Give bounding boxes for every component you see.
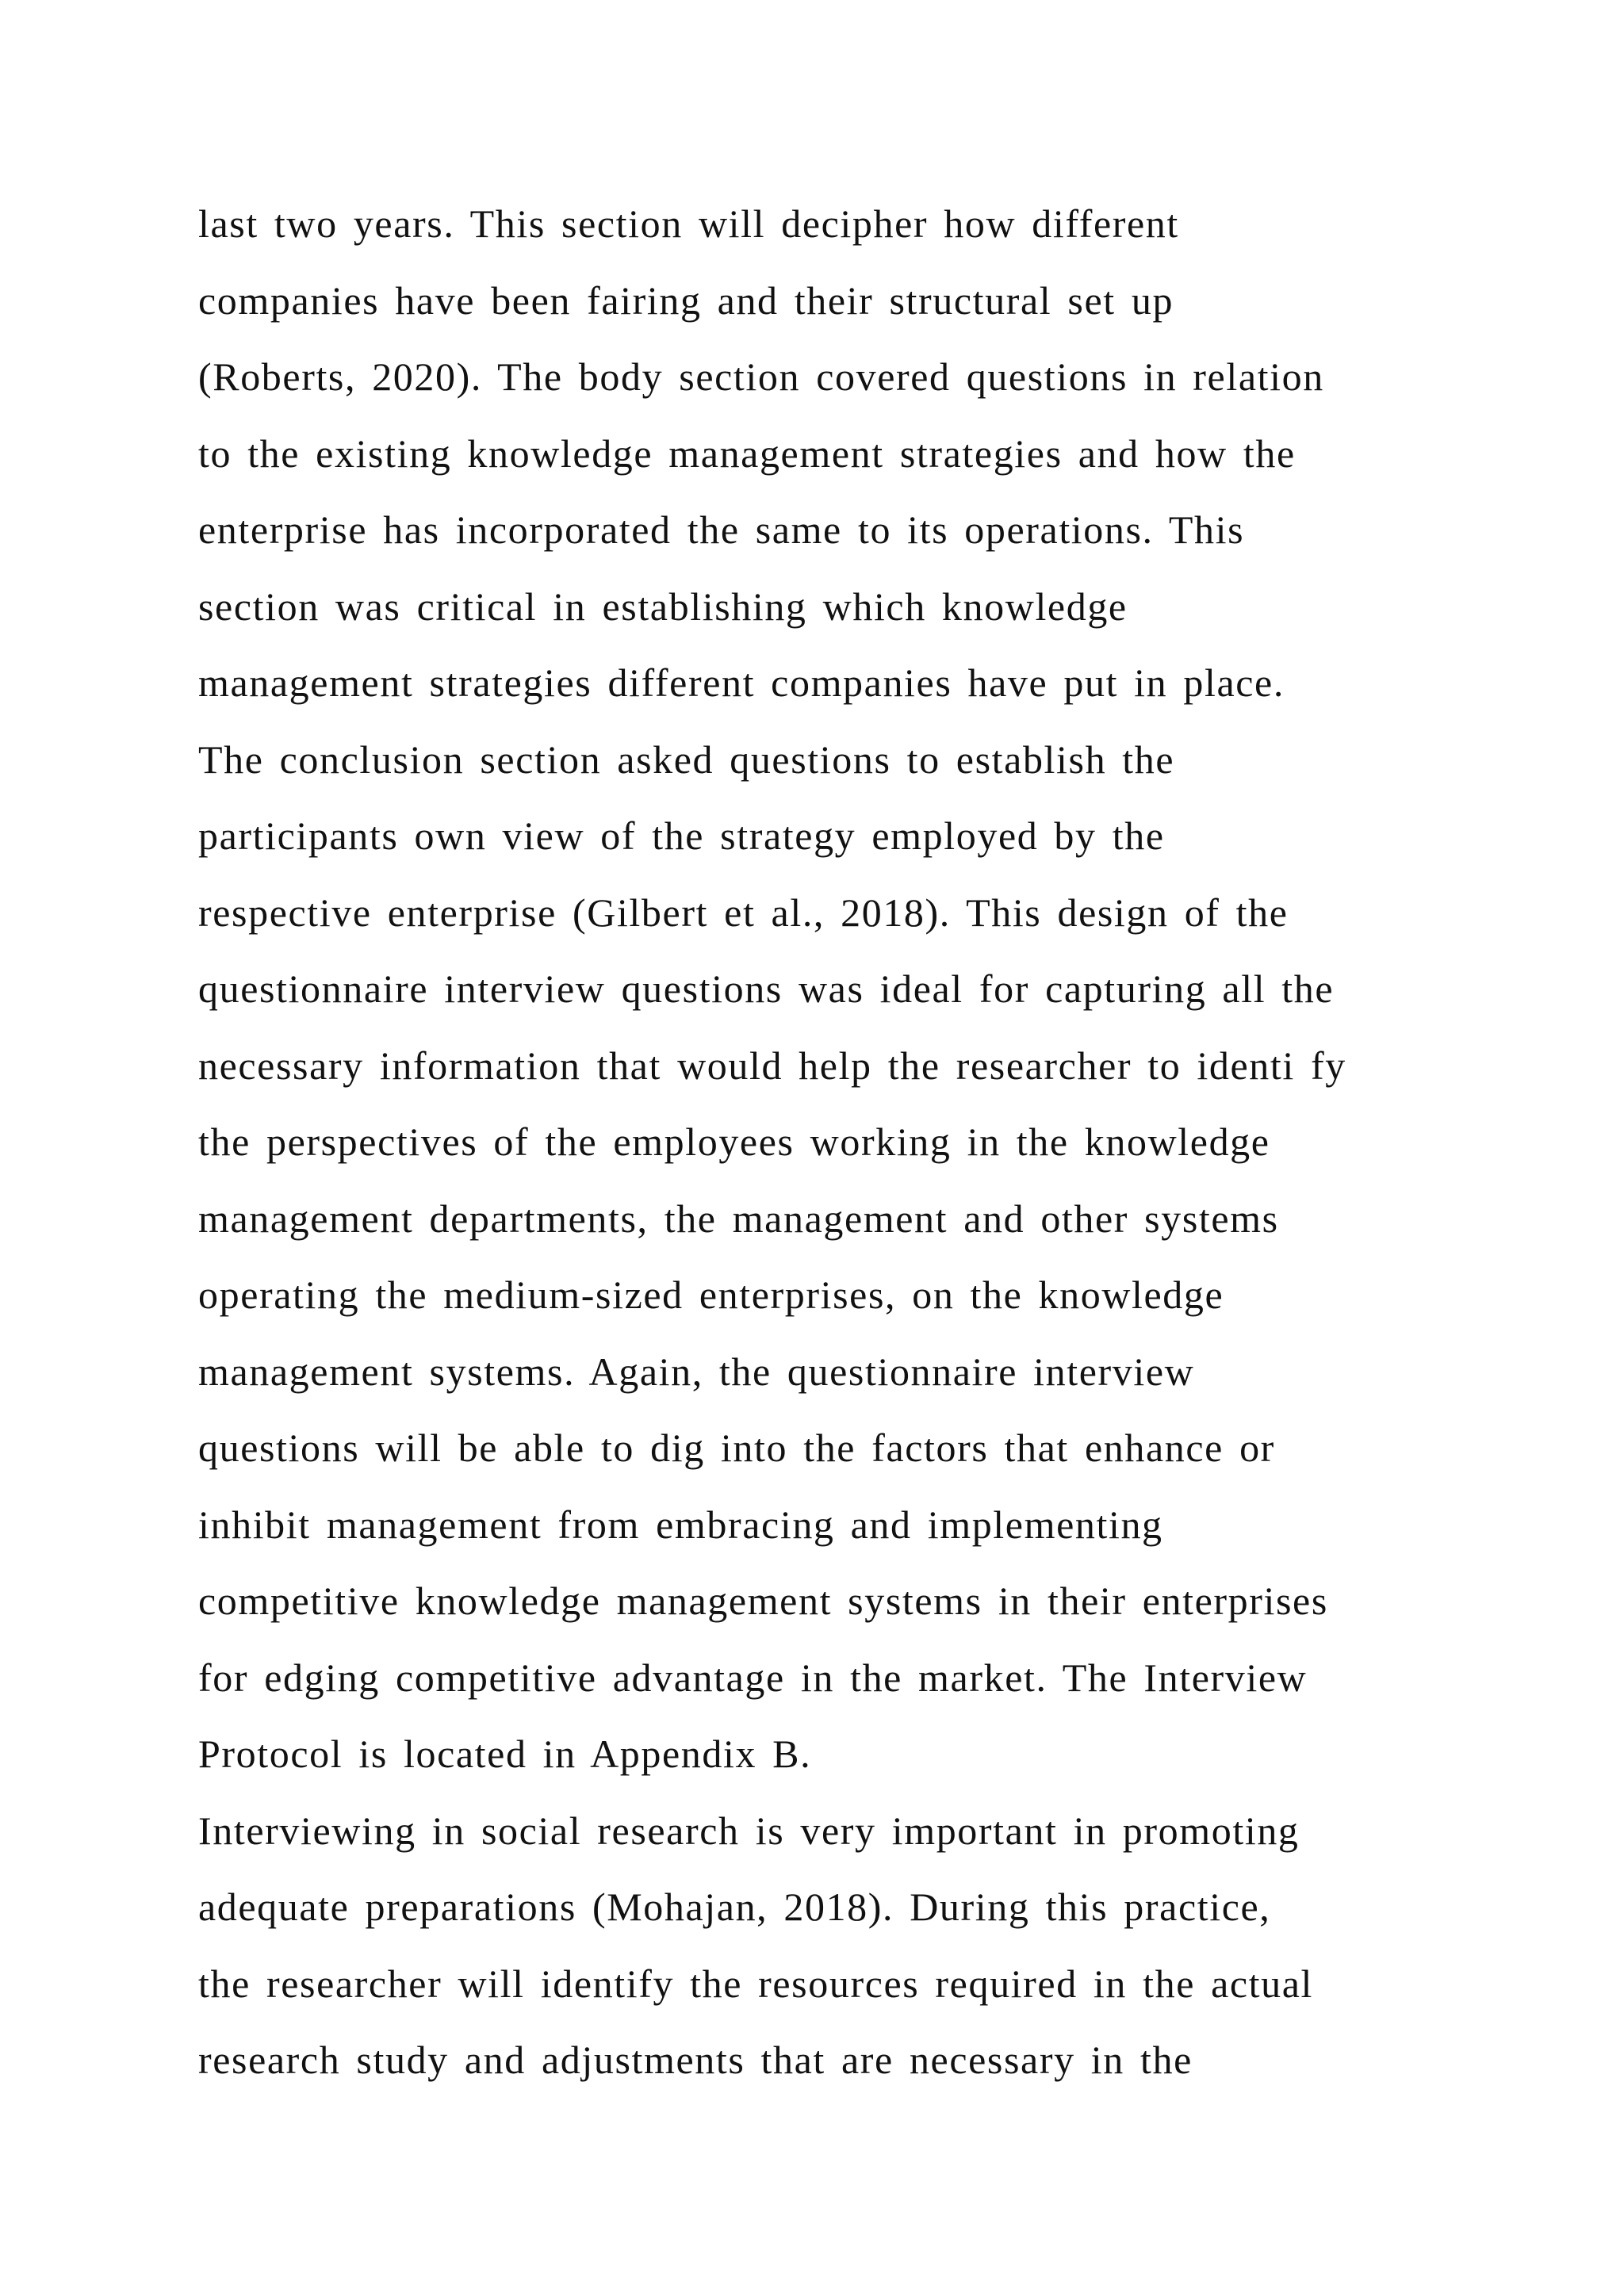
text-line: Interviewing in social research is very important in promoting <box>198 1808 1300 1853</box>
text-line: questionnaire interview questions was ideal for capturing all the <box>198 966 1335 1011</box>
text-line: respective enterprise (Gilbert et al., 2018). This design of the <box>198 890 1289 935</box>
text-line: the perspectives of the employees working in the knowledge <box>198 1119 1270 1164</box>
text-line: operating the medium-sized enterprises, on the knowledge <box>198 1272 1224 1317</box>
text-line: necessary information that would help the researcher to identi fy <box>198 1043 1346 1088</box>
text-line: participants own view of the strategy employed by the <box>198 813 1165 858</box>
text-line: last two years. This section will decipher how different <box>198 201 1179 246</box>
text-line: questions will be able to dig into the factors that enhance or <box>198 1425 1275 1470</box>
text-line: inhibit management from embracing and implementing <box>198 1502 1163 1547</box>
text-line: management systems. Again, the questionnaire interview <box>198 1349 1195 1394</box>
text-line: for edging competitive advantage in the market. The Interview <box>198 1655 1308 1700</box>
text-line: the researcher will identify the resources required in the actual <box>198 1961 1314 2006</box>
text-line: management strategies different companies have put in place. <box>198 660 1285 705</box>
body-text <box>198 194 1546 2107</box>
text-line: adequate preparations (Mohajan, 2018). During this practice, <box>198 1885 1271 1929</box>
text-line: competitive knowledge management systems in their enterprises <box>198 1578 1328 1623</box>
text-line: (Roberts, 2020). The body section covered questions in relation <box>198 354 1324 399</box>
text-line: research study and adjustments that are necessary in the <box>198 2038 1193 2082</box>
text-line: enterprise has incorporated the same to its operations. This <box>198 507 1245 552</box>
text-line: to the existing knowledge management strategies and how the <box>198 430 1296 476</box>
text-line: companies have been fairing and their structural set up <box>198 277 1174 323</box>
text-line: The conclusion section asked questions to establish the <box>198 737 1175 782</box>
text-line: section was critical in establishing which knowledge <box>198 584 1128 629</box>
text-line: Protocol is located in Appendix B. <box>198 1732 812 1776</box>
text-line: management departments, the management and other systems <box>198 1196 1279 1241</box>
